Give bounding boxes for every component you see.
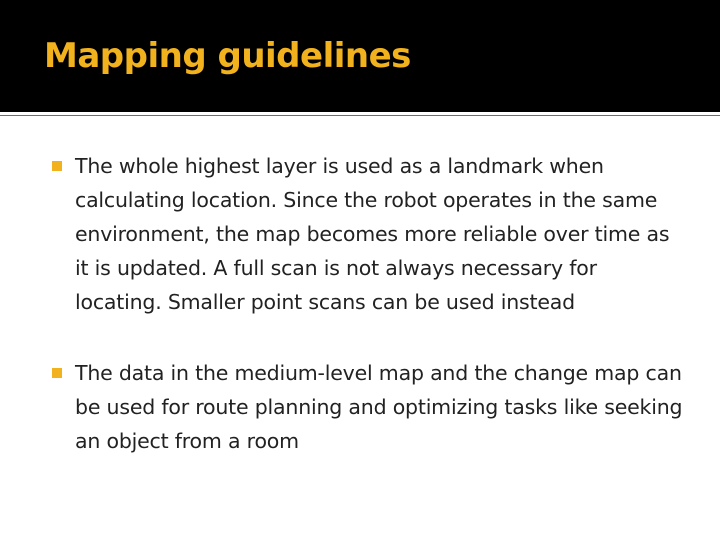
bullet-list <box>46 149 686 458</box>
bullet-text: The data in the medium-level map and the change map can be used for route planning and optimizing tasks like seeking an object from a room <box>75 361 683 453</box>
title-band <box>0 0 720 112</box>
bullet-item <box>46 149 686 319</box>
square-bullet-icon <box>52 161 62 171</box>
bullet-text: The whole highest layer is used as a landmark when calculating location. Since the robot operates in the same environment, the map becomes more reliable over time as it is updated. A full scan is not always necessary for locating. Smaller point scans can be used instead <box>75 154 670 314</box>
slide-title: Mapping guidelines <box>44 36 411 76</box>
bullet-item <box>46 356 686 458</box>
square-bullet-icon <box>52 368 62 378</box>
